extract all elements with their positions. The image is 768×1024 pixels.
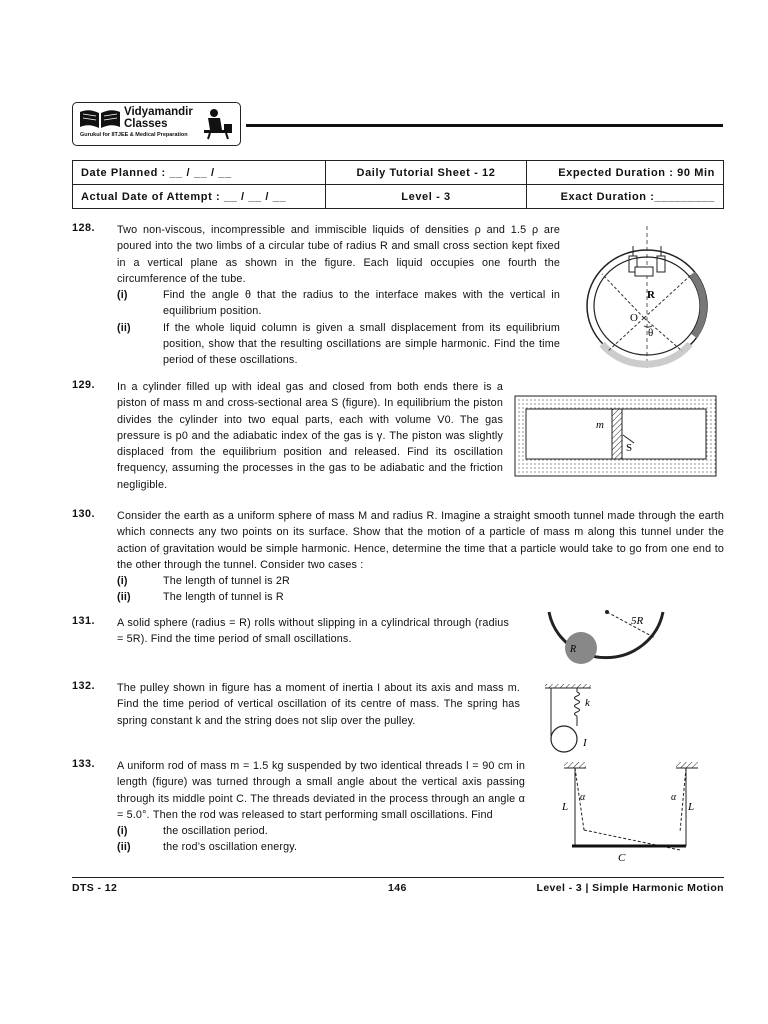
q128-fig-label-r: R — [647, 289, 655, 301]
q128-part-ii: (ii) If the whole liquid column is given a small displacement from its equilibrium position, show that the resulting oscillations are simple harmonic. Find the time period of these oscillations. — [117, 321, 560, 367]
q131-number: 131. — [72, 615, 96, 627]
q130-number: 130. — [72, 508, 96, 520]
header-table — [72, 160, 724, 209]
logo-tagline: Gurukul for IITJEE & Medical Preparation — [80, 132, 188, 138]
q133-fig-label-alpha-left: α — [580, 792, 586, 803]
q133 — [117, 758, 525, 856]
q132-text: The pulley shown in figure has a moment of inertia I about its axis and mass m. Find the time period of vertical oscillation of its centre of mass. The spring has spring constant k and the string does not slip over the pulley. — [117, 682, 520, 727]
q128-fig-label-theta: θ — [648, 327, 654, 339]
q132-fig-label-k: k — [585, 697, 590, 709]
q133-fig-label-l-right: L — [688, 801, 695, 813]
q133-figure — [558, 760, 700, 868]
q131-figure — [543, 608, 669, 672]
q130 — [117, 508, 724, 606]
q133-part-ii: (ii) the rod’s oscillation energy. — [117, 841, 298, 854]
sheet-title: Daily Tutorial Sheet - 12 — [326, 161, 527, 185]
expected-duration: Expected Duration : 90 Min — [527, 161, 724, 185]
footer-rule — [72, 877, 724, 878]
q128-part-i: (i) Find the angle θ that the radius to the interface makes with the vertical in equilibrium position. — [117, 289, 560, 318]
q131-fig-label-r: R — [570, 644, 577, 655]
q133-fig-label-alpha-right: α — [671, 792, 677, 803]
q131-fig-label-5r: 5R — [631, 615, 644, 627]
q132-figure — [543, 682, 593, 754]
q129-figure — [514, 395, 717, 477]
q133-part-i: (i) the oscillation period. — [117, 825, 268, 838]
q128 — [117, 222, 560, 369]
q129-text: In a cylinder filled up with ideal gas and closed from both ends there is a piston of mass m and cross-sectional area S (figure). In equilibrium the piston divides the cylinder into two equal parts, each with volume V0. The gas pressure is p0 and the adiabatic index of the gas is γ. The piston was slightly displaced from the equilibrium position and released. Find its oscillation frequency, assuming the processes in the gas to be adiabatic and the friction negligible. — [117, 381, 503, 491]
q132-fig-label-i: I — [583, 737, 587, 749]
q130-part-ii: (ii) The length of tunnel is R — [117, 591, 284, 604]
logo-name — [124, 106, 193, 130]
date-planned: Date Planned : __ / __ / __ — [73, 161, 326, 185]
actual-date: Actual Date of Attempt : __ / __ / __ — [73, 185, 326, 209]
q133-fig-label-c: C — [618, 852, 626, 864]
q128-fig-label-o: O — [630, 312, 638, 324]
book-logo-icon — [78, 108, 122, 130]
page-number: 146 — [388, 882, 407, 894]
q132-number: 132. — [72, 680, 96, 692]
student-logo-icon — [200, 106, 236, 140]
logo-name-line1: Vidyamandir — [124, 106, 193, 118]
q133-number: 133. — [72, 758, 96, 770]
q128-number: 128. — [72, 222, 96, 234]
q130-part-i: (i) The length of tunnel is 2R — [117, 575, 290, 588]
logo-name-line2: Classes — [124, 118, 168, 130]
q131-text: A solid sphere (radius = R) rolls without slipping in a cylindrical through (radius = 5R). Find the time period of small oscillations. — [117, 617, 509, 646]
header-rule — [246, 124, 723, 127]
q128-text: Two non-viscous, incompressible and immiscible liquids of densities ρ and 1.5 ρ are poured into the two limbs of a circular tube of radius R and small cross section kept fixed in a vertical plane as shown in the figure. Each liquid occupies one fourth the circumference of the tube. — [117, 224, 560, 285]
q133-text: A uniform rod of mass m = 1.5 kg suspended by two identical threads l = 90 cm in length (figure) was turned through a small angle about the vertical axis passing through its middle point C. The threads deviated in the process through an angle α = 5.0°. Then the rod was released to start performing small oscillations. Find — [117, 760, 525, 821]
q128-figure — [582, 226, 718, 368]
exact-duration: Exact Duration :_________ — [527, 185, 724, 209]
q129-fig-label-s: S — [626, 442, 633, 454]
footer-chapter: Level - 3 | Simple Harmonic Motion — [536, 882, 724, 894]
q129-number: 129. — [72, 379, 96, 391]
level: Level - 3 — [326, 185, 527, 209]
q130-text: Consider the earth as a uniform sphere of mass M and radius R. Imagine a straight smooth tunnel made through the earth which connects any two points on its surface. Show that the motion of a particle of mass m along this tunnel under the action of gravitation would be simple harmonic. Hence, determine the time that a particle would take to go from one end to the other through the tunnel. Consider two cases : — [117, 510, 724, 571]
q133-fig-label-l-left: L — [562, 801, 569, 813]
footer-sheet-code: DTS - 12 — [72, 882, 118, 894]
q129-fig-label-m: m — [596, 419, 604, 431]
